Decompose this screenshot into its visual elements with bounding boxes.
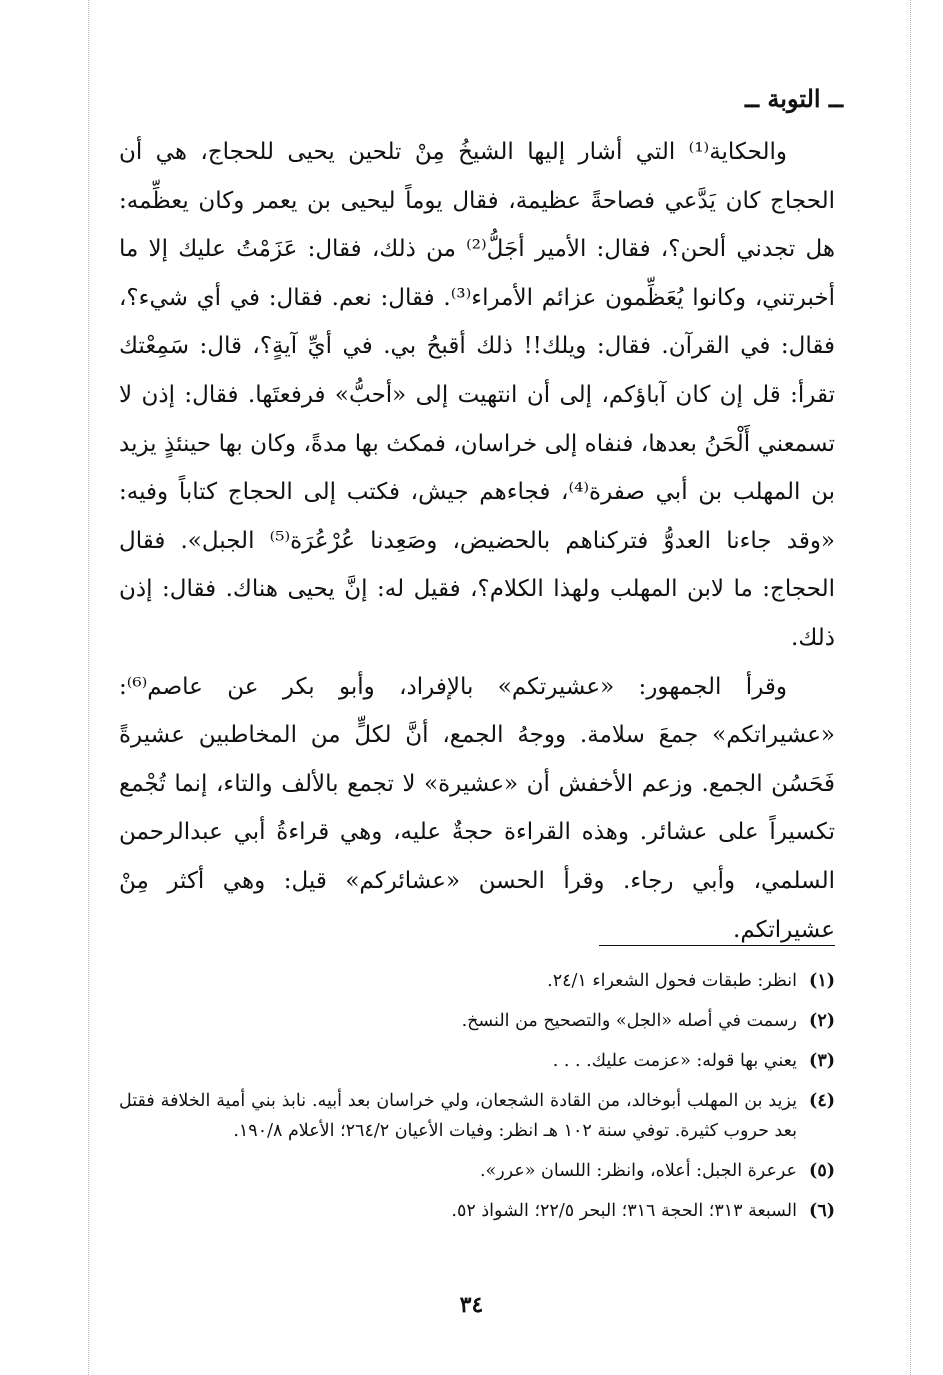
footnote-number: (١) — [809, 971, 835, 991]
footnote-6 — [119, 1196, 835, 1226]
footnote-text: رسمت في أصله «الجل» والتصحيح من النسخ. — [461, 1011, 797, 1031]
scan-margin-right — [910, 0, 911, 1375]
footnote-number: (٣) — [809, 1051, 835, 1071]
scan-margin-left — [88, 0, 89, 1375]
footnote-4 — [119, 1086, 835, 1146]
footnotes-list — [119, 966, 835, 1236]
footnote-text: عرعرة الجبل: أعلاه، وانظر: اللسان «عرر». — [479, 1161, 797, 1181]
footnote-2 — [119, 1006, 835, 1036]
footnote-number: (٥) — [809, 1161, 835, 1181]
footnote-text: السبعة ٣١٣؛ الحجة ٣١٦؛ البحر ٢٢/٥؛ الشواذ ٥٢. — [451, 1201, 797, 1221]
paragraph-2: وقرأ الجمهور: «عشيرتكم» بالإفراد، وأبو بكر عن عاصم⁽⁶⁾: «عشيراتكم» جمعَ سلامة. ووجهُ الجمع، أنَّ لكلٍّ من المخاطبين عشيرةً فَحَسُن الجمع. وزعم الأخفش أن «عشيرة» لا تجمع بالألف والتاء، إنما تُجْمع تكسيراً على عشائر. وهذه القراءة حجةٌ عليه، وهي قراءةُ أبي عبدالرحمن السلمي، وأبي رجاء. وقرأ الحسن «عشائركم» قيل: وهي أكثر مِنْ عشيراتكم. — [119, 673, 836, 943]
footnote-5 — [119, 1156, 835, 1186]
footnote-3 — [119, 1046, 835, 1076]
footnote-text: انظر: طبقات فحول الشعراء ٢٤/١. — [547, 971, 797, 991]
footnote-text: يزيد بن المهلب أبوخالد، من القادة الشجعان، ولي خراسان بعد أبيه. نابذ بني أمية الخلافة فقتل بعد حروب كثيرة. توفي سنة ١٠٢ هـ انظر: وفيات الأعيان ٢٦٤/٢؛ الأعلام ١٩٠/٨. — [119, 1091, 797, 1141]
footnote-1 — [119, 966, 835, 996]
footnote-number: (٦) — [809, 1201, 835, 1221]
running-head: ــ التوبة ــ — [744, 84, 843, 113]
paragraph-1: والحكاية⁽¹⁾ التي أشار إليها الشيخُ مِنْ تلحين يحيى للحجاج، هي أن الحجاج كان يَدَّعي فصاحةً عظيمة، فقال يوماً ليحيى بن يعمر وكان يعظِّمه: هل تجدني ألحن؟، فقال: الأمير أجَلُّ⁽²⁾ من ذلك، فقال: عَزَمْتُ عليك إلا ما أخبرتني، وكانوا يُعَظِّمون عزائم الأمراء⁽³⁾. فقال: نعم. فقال: في أي شيء؟، فقال: في القرآن. فقال: ويلك!! ذلك أقبحُ بي. في أيِّ آيةٍ؟، قال: سَمِعْتك تقرأ: قل إن كان آباؤكم، إلى أن انتهيت إلى «أحبُّ» فرفعتَها. فقال: إذن لا تسمعني أَلْحَنُ بعدها، فنفاه إلى خراسان، فمكث بها مدةً، وكان بها حينئذٍ يزيد بن المهلب بن أبي صفرة⁽⁴⁾، فجاءهم جيش، فكتب إلى الحجاج كتاباً وفيه: «وقد جاءنا العدوُّ فتركناهم بالحضيض، وصَعِدنا عُرْعُرَة⁽⁵⁾ الجبل». فقال الحجاج: ما لابن المهلب ولهذا الكلام؟، فقيل له: إنَّ يحيى هناك. فقال: إذن ذلك. — [119, 139, 836, 651]
main-text — [119, 128, 835, 954]
footnote-text: يعني بها قوله: «عزمت عليك. . . . — [552, 1051, 797, 1071]
footnote-number: (٤) — [809, 1091, 835, 1111]
page-number: ٣٤ — [459, 1292, 484, 1318]
footnote-separator — [599, 945, 835, 946]
footnote-number: (٢) — [809, 1011, 835, 1031]
